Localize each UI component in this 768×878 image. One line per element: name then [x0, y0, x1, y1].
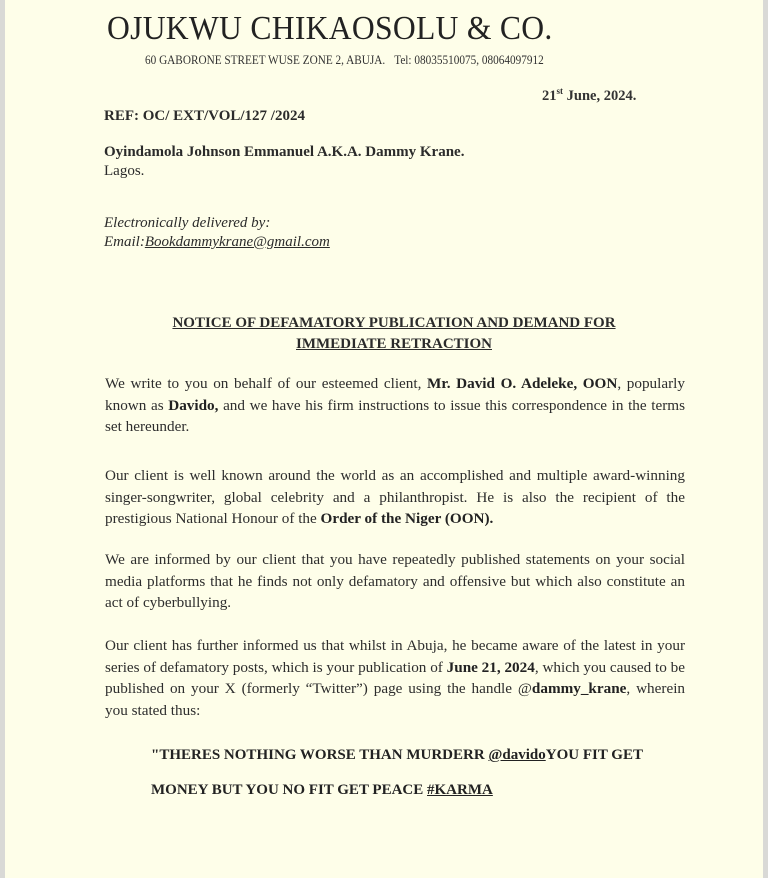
delivery-label: Electronically delivered by:	[104, 215, 271, 231]
email-prefix: Email:	[104, 234, 145, 250]
p2-text-a: Our client is well known around the world as an accomplished and multiple award-winning singer-songwriter, global celebrity and a philanthropist. He is also the recipient of the prestigious National Honour of the	[105, 467, 685, 527]
p4-text-a: Our client has further informed us that whilst in Abuja, he became aware of the latest in your series of defamatory posts, which is your publication of	[105, 637, 685, 676]
quoted-post-line-1	[151, 747, 643, 764]
notice-title-line-2: IMMEDIATE RETRACTION	[296, 336, 492, 352]
p1-text-c: , popularly known as	[105, 375, 685, 414]
mention-link[interactable]: @davido	[488, 747, 546, 763]
letterhead-address-line	[145, 53, 544, 68]
quote-text-2a: MONEY BUT YOU NO FIT GET PEACE	[151, 782, 428, 798]
recipient-city: Lagos.	[104, 163, 145, 179]
p1-text-a: We write to you on behalf of our esteemed client,	[105, 375, 428, 392]
recipient-name: Oyindamola Johnson Emmanuel A.K.A. Dammy Krane.	[104, 144, 465, 160]
hashtag-link[interactable]: #KARMA	[427, 782, 493, 798]
client-name: Mr. David O. Adeleke, OON	[427, 375, 618, 392]
paragraph-2	[105, 465, 685, 530]
paragraph-1	[105, 373, 685, 438]
quote-text-1a: "THERES NOTHING WORSE THAN MURDERR	[151, 747, 489, 763]
quote-text-1b: YOU FIT GET	[545, 747, 643, 763]
letter-page	[5, 0, 763, 878]
delivery-email-line	[104, 233, 330, 252]
p4-text-e: , wherein you stated thus:	[105, 680, 686, 719]
paragraph-4	[105, 635, 685, 721]
letter-date	[542, 86, 636, 105]
reference-number: REF: OC/ EXT/VOL/127 /2024	[104, 108, 305, 124]
firm-name: OJUKWU CHIKAOSOLU & CO.	[107, 10, 553, 47]
date-suffix: st	[556, 86, 563, 96]
date-rest: June, 2024.	[563, 88, 637, 104]
date-day: 21	[542, 88, 557, 104]
notice-title-line-1: NOTICE OF DEFAMATORY PUBLICATION AND DEMAND FOR	[172, 315, 616, 331]
email-link[interactable]: Bookdammykrane@gmail.com	[144, 234, 330, 250]
quoted-post-line-2	[151, 782, 493, 799]
recipient-block	[104, 143, 464, 181]
client-stage-name: Davido,	[168, 396, 219, 414]
handle: dammy_krane	[531, 680, 627, 697]
publication-date: June 21, 2024	[446, 658, 535, 676]
firm-telephone: Tel: 08035510075, 08064097912	[394, 53, 544, 67]
national-honour: Order of the Niger (OON).	[320, 510, 494, 527]
paragraph-3: We are informed by our client that you have repeatedly published statements on your social media platforms that he finds not only defamatory and offensive but which also constitute an act of cyberbullying.	[105, 551, 685, 611]
firm-address: 60 GABORONE STREET WUSE ZONE 2, ABUJA.	[145, 53, 386, 67]
delivery-block	[104, 214, 330, 252]
notice-title	[104, 313, 684, 355]
p4-text-c: , which you caused to be published on your X (formerly “Twitter”) page using the handle @	[105, 658, 685, 697]
p1-text-e: and we have his firm instructions to issue this correspondence in the terms set hereunder.	[105, 396, 686, 435]
